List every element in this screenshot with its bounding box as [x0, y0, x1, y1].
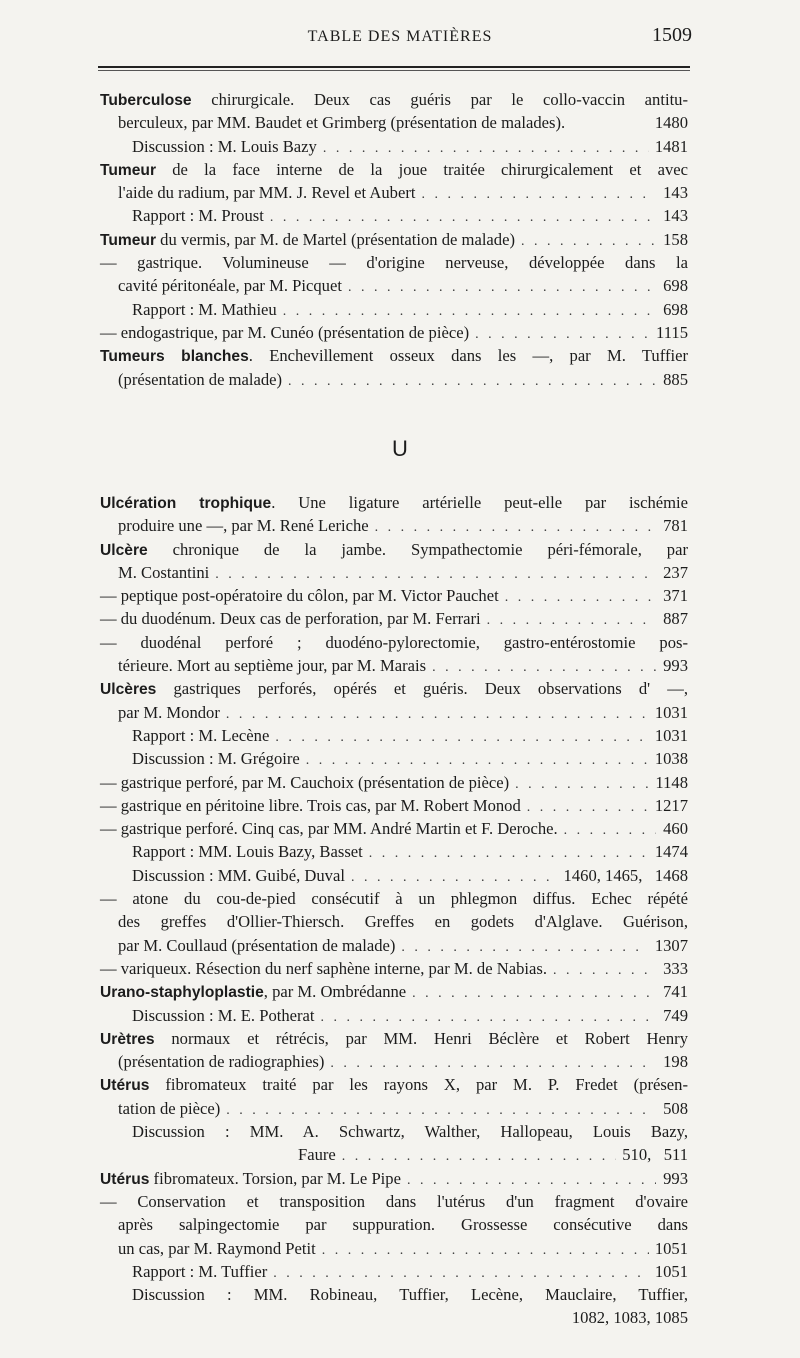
entry-headword: Urètres	[100, 1030, 155, 1048]
entry-page-number: 781	[663, 516, 688, 536]
entry-text	[132, 864, 345, 887]
entry-text	[100, 771, 509, 794]
entry-page-number: 698	[663, 276, 688, 296]
t-entries-block	[100, 88, 688, 391]
entry-description: tation de pièce)	[118, 1098, 221, 1118]
entry-description: — peptique post-opératoire du côlon, par M. Victor Pauchet	[100, 586, 499, 606]
entry-description: chirurgicale. Deux cas guéris par le collo-vaccin antitu-	[191, 90, 688, 109]
index-entry-line	[100, 1237, 688, 1260]
entry-description: — variqueux. Résection du nerf saphène interne, par M. de Nabias.	[100, 958, 547, 978]
entry-text	[132, 204, 264, 227]
entry-headword: Tumeur	[100, 231, 157, 249]
index-entry-line	[100, 274, 688, 297]
leader-dots	[226, 703, 649, 726]
entry-page-number: 371	[663, 586, 688, 606]
index-entry-line	[100, 840, 688, 863]
entry-text	[118, 368, 282, 391]
leader-dots	[283, 300, 656, 323]
index-entry-line	[100, 344, 688, 367]
leader-dots	[273, 1262, 649, 1285]
index-entry-line	[100, 747, 688, 770]
entry-page-number: 1474	[654, 842, 688, 862]
header-rule	[98, 66, 690, 68]
entry-text	[100, 493, 688, 512]
entry-page-number: 510, 511	[622, 1145, 688, 1165]
index-entry-line	[100, 1050, 688, 1073]
entry-description: par M. Mondor	[118, 702, 220, 722]
leader-dots	[215, 563, 656, 586]
index-entry-line	[100, 584, 688, 607]
entry-text	[100, 794, 521, 817]
index-entry-line	[100, 538, 688, 561]
index-entry-line	[100, 1097, 688, 1120]
entry-text	[100, 346, 688, 365]
entry-page-number: 1031	[654, 702, 688, 722]
entry-text	[118, 111, 565, 134]
entry-text	[132, 1260, 267, 1283]
index-entry-line	[100, 1073, 688, 1096]
entry-description: Faure	[298, 1145, 336, 1165]
header-rule-thin	[98, 70, 690, 71]
index-entry-line	[100, 561, 688, 584]
index-entry-line	[100, 321, 688, 344]
leader-dots	[505, 586, 656, 609]
entry-page-number: 1480	[654, 113, 688, 133]
leader-dots	[553, 959, 656, 982]
leader-dots	[342, 1145, 616, 1168]
leader-dots	[375, 516, 656, 539]
entry-headword: Ulcères	[100, 681, 157, 699]
entry-text	[118, 934, 395, 957]
entry-description: Rapport : MM. Louis Bazy, Basset	[132, 842, 363, 862]
entry-headword: Ulcération trophique	[100, 495, 272, 512]
entry-page-number: 1460, 1465, 1468	[563, 865, 688, 885]
entry-description: fibromateux traité par les rayons X, par M. P. Fredet (présen-	[149, 1075, 688, 1095]
index-entry-line	[100, 724, 688, 747]
leader-dots	[306, 749, 649, 772]
entry-text	[100, 160, 688, 179]
index-entry-line	[100, 111, 688, 134]
entry-text	[118, 274, 342, 297]
entry-description: — du duodénum. Deux cas de perforation, par M. Ferrari	[100, 609, 481, 629]
section-letter: U	[392, 436, 408, 461]
entry-description: Rapport : M. Lecène	[132, 725, 270, 745]
entry-description: l'aide du radium, par MM. J. Revel et Aubert	[118, 183, 416, 203]
entry-text	[100, 321, 469, 344]
entry-page-number: 333	[663, 958, 688, 978]
index-entry-line	[100, 910, 688, 933]
index-entry-line	[100, 181, 688, 204]
entry-description: — duodénal perforé ; duodéno-pylorectomie, gastro-entérostomie pos-	[100, 632, 688, 652]
entry-text	[100, 1075, 688, 1094]
entry-description: produire une —, par M. René Leriche	[118, 516, 369, 536]
entry-text	[118, 1050, 324, 1073]
index-entry-line	[100, 1213, 688, 1236]
entry-description: (présentation de malade)	[118, 369, 283, 389]
entry-description: Rapport : M. Proust	[132, 206, 264, 226]
entry-description: Discussion : MM. A. Schwartz, Walther, Hallopeau, Louis Bazy,	[132, 1122, 688, 1142]
leader-dots	[330, 1052, 656, 1075]
entry-page-number: 198	[663, 1052, 688, 1072]
leader-dots	[351, 866, 558, 889]
index-entry-line	[100, 1004, 688, 1027]
index-entry-line	[100, 1260, 688, 1283]
leader-dots	[487, 609, 656, 632]
entry-text	[118, 1215, 688, 1234]
entry-description: Rapport : M. Tuffier	[132, 1261, 268, 1281]
entry-text	[100, 90, 688, 109]
index-entry-line	[100, 298, 688, 321]
entry-text	[118, 912, 688, 931]
entry-description: — gastrique perforé. Cinq cas, par MM. André Martin et F. Deroche.	[100, 819, 558, 839]
entry-description: — atone du cou-de-pied consécutif à un phlegmon diffus. Echec répété	[100, 889, 688, 909]
index-entry-line	[100, 158, 688, 181]
running-header	[0, 22, 800, 52]
entry-page-number: 885	[663, 369, 688, 389]
index-entry-line	[100, 864, 688, 887]
leader-dots	[401, 936, 648, 959]
entry-text	[100, 1192, 688, 1211]
leader-dots	[527, 796, 649, 819]
entry-text	[132, 1004, 315, 1027]
index-entry-line	[100, 1167, 688, 1190]
entry-description: des greffes d'Ollier-Thiersch. Greffes en godets d'Alglave. Guérison,	[118, 912, 688, 932]
page-number: 1509	[652, 24, 692, 46]
entry-page-number: 143	[663, 183, 688, 203]
index-entry-line	[100, 677, 688, 700]
entry-text	[100, 1167, 401, 1191]
leader-dots	[270, 206, 656, 229]
entry-headword: Tuberculose	[100, 92, 192, 109]
entry-description: après salpingectomie par suppuration. Grossesse consécutive dans	[118, 1215, 688, 1235]
entry-description: par M. Coullaud (présentation de malade)	[118, 935, 396, 955]
entry-text	[298, 1143, 336, 1166]
entry-text	[132, 135, 317, 158]
entry-description: berculeux, par MM. Baudet et Grimberg (présentation de malades).	[118, 113, 566, 133]
entry-text	[118, 181, 415, 204]
entry-description: — endogastrique, par M. Cunéo (présentation de pièce)	[100, 322, 470, 342]
u-entries-block	[100, 491, 688, 1330]
entry-description: cavité péritonéale, par M. Picquet	[118, 276, 342, 296]
entry-page-number: 993	[663, 656, 688, 676]
entry-description: gastriques perforés, opérés et guéris. Deux observations d' —,	[156, 679, 688, 699]
leader-dots	[475, 323, 650, 346]
entry-page-number: 1217	[654, 795, 688, 815]
index-entry-line	[100, 631, 688, 654]
leader-dots	[322, 1239, 649, 1262]
entry-description: Discussion : M. E. Potherat	[132, 1005, 315, 1025]
entry-text	[100, 817, 558, 840]
entry-text	[100, 607, 481, 630]
index-entry-line	[100, 491, 688, 514]
entry-description: de la face interne de la joue traitée chirurgicalement et avec	[156, 159, 688, 179]
index-entry-line	[100, 251, 688, 274]
leader-dots	[407, 1169, 656, 1192]
entry-page-number: 1115	[656, 322, 688, 342]
entry-text	[100, 679, 688, 698]
entry-text	[118, 561, 209, 584]
entry-page-number: 237	[663, 562, 688, 582]
entry-text	[118, 1237, 316, 1260]
entry-page-number: 698	[663, 299, 688, 319]
leader-dots	[412, 982, 656, 1005]
index-entry-line	[100, 368, 688, 391]
entry-description: — gastrique en péritoine libre. Trois cas, par M. Robert Monod	[100, 795, 521, 815]
entry-page-number: 1051	[654, 1261, 688, 1281]
entry-page-number: 1051	[654, 1238, 688, 1258]
entry-text	[132, 1122, 688, 1141]
entry-text	[132, 724, 269, 747]
entry-page-number: 1481	[654, 136, 688, 156]
entry-headword: Urano-staphyloplastie	[100, 984, 264, 1002]
leader-dots	[226, 1099, 656, 1122]
entry-text	[100, 889, 688, 908]
entry-page-number: 887	[663, 609, 688, 629]
entry-text	[100, 633, 688, 652]
index-entry-line	[100, 1143, 688, 1166]
entry-page-number: 1148	[655, 772, 688, 792]
index-entry-line	[100, 957, 688, 980]
index-entry-line	[100, 934, 688, 957]
index-entry-line	[100, 1283, 688, 1306]
entry-description: du vermis, par M. de Martel (présentation de malade)	[156, 229, 515, 249]
leader-dots	[432, 656, 656, 679]
entry-page-number: 1038	[654, 749, 688, 769]
entry-page-number: 1307	[654, 935, 688, 955]
index-entry-line	[100, 1306, 688, 1329]
leader-dots	[369, 842, 649, 865]
entry-description: Discussion : M. Louis Bazy	[132, 136, 317, 156]
entry-description: Discussion : MM. Guibé, Duval	[132, 865, 345, 885]
index-entry-line	[100, 135, 688, 158]
entry-text	[100, 253, 688, 272]
leader-dots	[288, 370, 656, 393]
entry-text	[100, 957, 547, 980]
entry-text	[132, 1285, 688, 1304]
leader-dots	[275, 726, 649, 749]
index-entry-line	[100, 771, 688, 794]
entry-text	[132, 298, 277, 321]
entry-description: Discussion : MM. Robineau, Tuffier, Lecène, Mauclaire, Tuffier,	[132, 1285, 688, 1305]
entry-text	[118, 514, 369, 537]
entry-text	[132, 747, 300, 770]
leader-dots	[521, 230, 656, 253]
entry-text	[100, 540, 688, 559]
entry-page-numbers: 1082, 1083, 1085	[571, 1308, 688, 1328]
index-entry-line	[100, 88, 688, 111]
entry-description: normaux et rétrécis, par MM. Henri Béclère et Robert Henry	[154, 1028, 688, 1048]
index-entry-line	[100, 1027, 688, 1050]
leader-dots	[321, 1006, 656, 1029]
entry-description: chronique de la jambe. Sympathectomie péri-fémorale, par	[147, 539, 688, 559]
entry-description: un cas, par M. Raymond Petit	[118, 1238, 316, 1258]
entry-description: Rapport : M. Mathieu	[132, 299, 277, 319]
entry-description: — gastrique. Volumineuse — d'origine nerveuse, développée dans la	[100, 253, 688, 273]
index-entry-line	[100, 228, 688, 251]
index-entry-line	[100, 794, 688, 817]
index-entry-line	[100, 607, 688, 630]
leader-dots	[564, 819, 656, 842]
index-entry-line	[100, 701, 688, 724]
entry-text	[100, 584, 499, 607]
entry-page-number: 741	[663, 982, 688, 1002]
index-entry-line	[100, 654, 688, 677]
entry-description: M. Costantini	[118, 562, 210, 582]
index-entry-line	[100, 980, 688, 1003]
entry-headword: Tumeurs blanches	[100, 348, 249, 366]
index-entry-line	[100, 817, 688, 840]
entry-description: . Enchevillement osseux dans les —, par M. Tuffier	[248, 346, 688, 366]
entry-headword: Ulcère	[100, 541, 148, 559]
entry-headword: Utérus	[100, 1077, 150, 1095]
entry-headword: Tumeur	[100, 161, 157, 179]
entry-description: — Conservation et transposition dans l'utérus d'un fragment d'ovaire	[100, 1191, 688, 1211]
entry-text	[118, 1097, 220, 1120]
leader-dots	[323, 137, 649, 160]
index-entry-line	[100, 204, 688, 227]
entry-page-number: 749	[663, 1005, 688, 1025]
header-title: TABLE DES MATIÈRES	[307, 28, 493, 45]
entry-text	[100, 1029, 688, 1048]
entry-description: — gastrique perforé, par M. Cauchoix (présentation de pièce)	[100, 772, 510, 792]
index-entry-line	[100, 887, 688, 910]
leader-dots	[348, 276, 656, 299]
entry-description: . Une ligature artérielle peut-elle par ischémie	[271, 493, 689, 512]
entry-text	[118, 701, 220, 724]
entry-description: Discussion : M. Grégoire	[132, 749, 300, 769]
entry-description: , par M. Ombrédanne	[263, 982, 407, 1002]
entry-description: (présentation de radiographies)	[118, 1052, 325, 1072]
entry-page-number: 460	[663, 819, 688, 839]
index-entry-line	[100, 1120, 688, 1143]
leader-dots	[515, 773, 649, 796]
entry-description: térieure. Mort au septième jour, par M. Marais	[118, 656, 427, 676]
entry-page-number: 158	[663, 229, 688, 249]
entry-text	[118, 654, 426, 677]
entry-text	[132, 840, 363, 863]
index-entry-line	[100, 1190, 688, 1213]
entry-text	[100, 980, 406, 1004]
entry-text	[100, 228, 515, 252]
leader-dots	[421, 183, 656, 206]
entry-page-number: 508	[663, 1098, 688, 1118]
entry-page-number: 143	[663, 206, 688, 226]
entry-description: fibromateux. Torsion, par M. Le Pipe	[149, 1168, 401, 1188]
entry-page-number: 1031	[654, 725, 688, 745]
entry-page-number: 993	[663, 1168, 688, 1188]
index-entry-line	[100, 514, 688, 537]
entry-headword: Utérus	[100, 1170, 150, 1188]
